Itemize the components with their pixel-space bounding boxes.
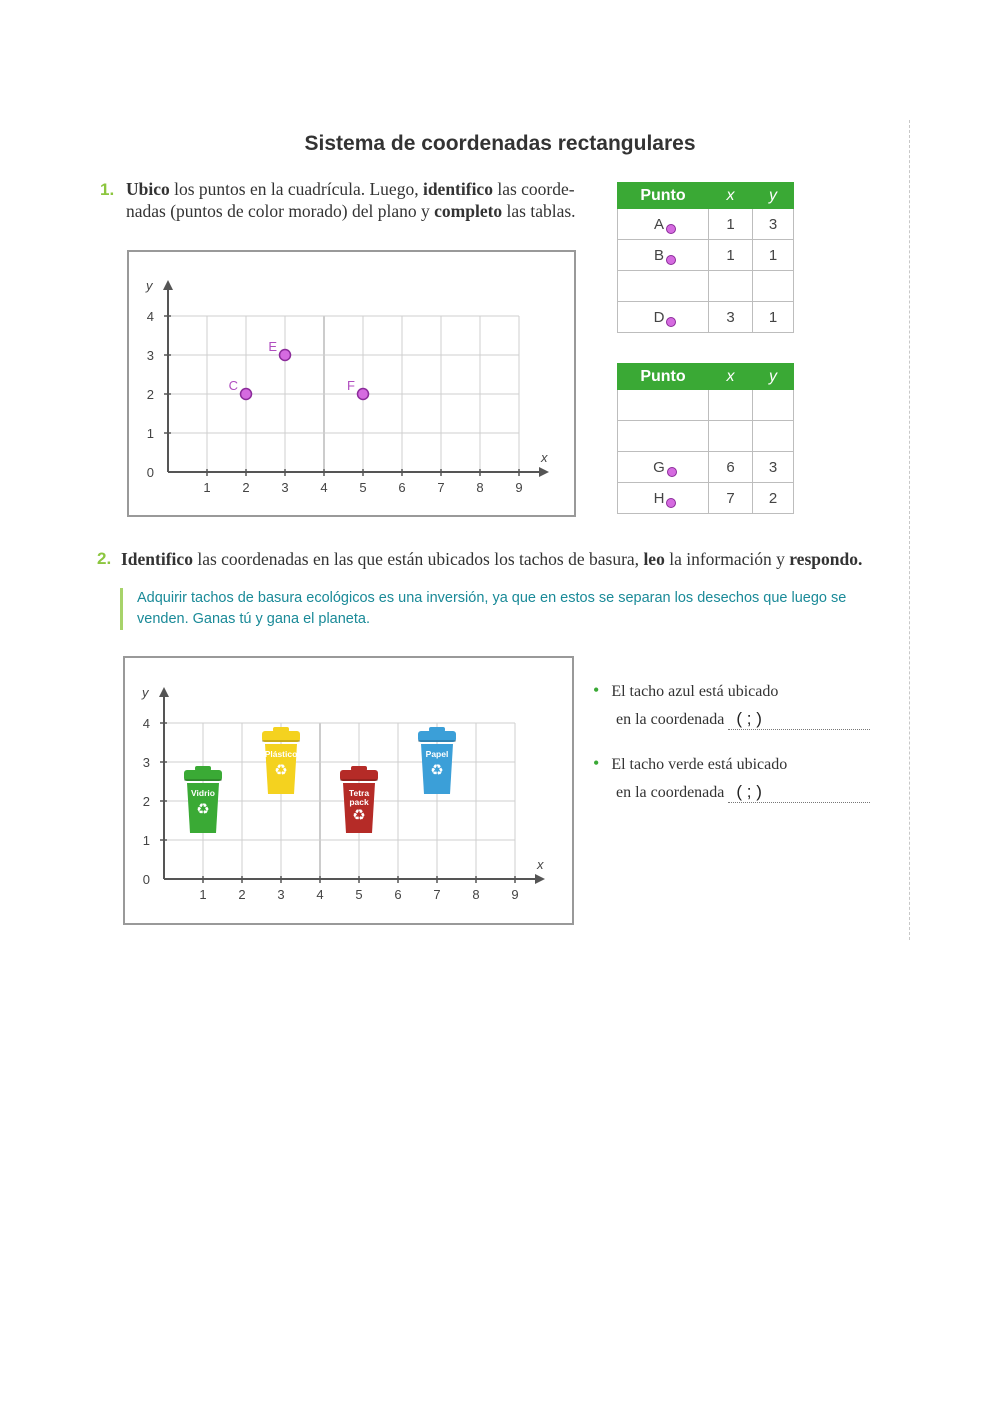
point-label: B <box>653 246 664 264</box>
exercise-1-number: 1. <box>100 180 115 199</box>
y-tick-label: 2 <box>146 387 154 402</box>
x-tick-label: 7 <box>433 887 441 902</box>
y-axis-arrow-icon <box>159 687 169 697</box>
page-margin-guide <box>909 120 910 940</box>
table-header-x: x <box>709 364 753 390</box>
x-value-cell[interactable] <box>709 271 753 302</box>
y-tick-label: 3 <box>146 348 154 363</box>
chart-point <box>358 389 369 400</box>
x-tick-label: 2 <box>242 480 250 495</box>
point-answer-cell[interactable] <box>618 271 709 302</box>
x-tick-label: 3 <box>281 480 289 495</box>
points-table-1 <box>617 182 794 333</box>
point-label: D <box>653 308 665 326</box>
table-row <box>618 271 794 302</box>
bin-lid-shadow <box>184 779 222 781</box>
bin-lid-shadow <box>340 779 378 781</box>
x-tick-label: 1 <box>199 887 207 902</box>
question-text: en la coordenada <box>616 784 725 801</box>
purple-point-icon <box>666 498 676 508</box>
purple-point-icon <box>666 224 676 234</box>
table-row <box>618 421 794 452</box>
exercise-2-number: 2. <box>97 549 112 568</box>
x-value-cell[interactable]: 7 <box>709 483 753 514</box>
x-tick-label: 8 <box>476 480 484 495</box>
table-header-x: x <box>709 183 753 209</box>
bullet-icon: • <box>593 680 600 700</box>
chart-2-svg <box>125 658 572 923</box>
question-text: El tacho verde está ubicado <box>611 756 788 773</box>
y-axis-label: y <box>146 278 153 293</box>
point-label: G <box>653 458 665 476</box>
point-label: A <box>653 215 664 233</box>
table-header-y: y <box>753 364 794 390</box>
y-value-cell[interactable]: 2 <box>753 483 794 514</box>
points-table-2 <box>617 363 794 514</box>
y-tick-label: 4 <box>142 716 150 731</box>
bin-lid-shadow <box>262 740 300 742</box>
table-header-point: Punto <box>618 364 709 390</box>
x-tick-label: 9 <box>511 887 519 902</box>
y-value-cell[interactable] <box>753 390 794 421</box>
recycle-icon: ♻ <box>430 762 444 779</box>
bin-label: pack <box>349 797 369 807</box>
x-tick-label: 1 <box>203 480 211 495</box>
x-axis-label: x <box>537 857 544 872</box>
y-tick-label: 3 <box>142 755 150 770</box>
y-tick-label: 1 <box>142 833 150 848</box>
point-answer-cell[interactable] <box>618 390 709 421</box>
origin-label: 0 <box>142 872 150 887</box>
x-tick-label: 9 <box>515 480 523 495</box>
answer-blank-blue[interactable]: ( ; ) <box>728 709 870 730</box>
y-tick-label: 1 <box>146 426 154 441</box>
x-axis-label: x <box>541 450 548 465</box>
bin-label: Tetra <box>348 788 370 798</box>
y-value-cell[interactable]: 3 <box>753 209 794 240</box>
y-value-cell[interactable]: 1 <box>753 302 794 333</box>
x-tick-label: 3 <box>277 887 285 902</box>
x-value-cell[interactable]: 1 <box>709 209 753 240</box>
bin-lid-shadow <box>418 740 456 742</box>
purple-point-icon <box>667 467 677 477</box>
x-value-cell[interactable]: 3 <box>709 302 753 333</box>
exercise-2-instructions: Identifico las coordenadas en las que están ubicados los tachos de basura, leo la información y respondo. <box>121 549 863 569</box>
chart-1-svg <box>129 252 574 515</box>
bullet-icon: • <box>593 753 600 773</box>
x-tick-label: 6 <box>398 480 406 495</box>
table-row <box>618 240 794 271</box>
answer-blank-green[interactable]: ( ; ) <box>728 782 870 803</box>
x-value-cell[interactable]: 6 <box>709 452 753 483</box>
chart-point-label: C <box>228 378 238 393</box>
coordinate-plane-bins <box>123 656 574 925</box>
table-row <box>618 209 794 240</box>
x-axis-arrow-icon <box>535 874 545 884</box>
chart-point-label: E <box>268 339 277 354</box>
question-text: en la coordenada <box>616 711 725 728</box>
table-row <box>618 483 794 514</box>
recycle-icon: ♻ <box>352 807 366 824</box>
x-tick-label: 4 <box>320 480 328 495</box>
recycle-icon: ♻ <box>196 801 210 818</box>
x-value-cell[interactable]: 1 <box>709 240 753 271</box>
y-value-cell[interactable] <box>753 421 794 452</box>
x-tick-label: 6 <box>394 887 402 902</box>
y-axis-arrow-icon <box>163 280 173 290</box>
point-label: H <box>653 489 665 507</box>
x-value-cell[interactable] <box>709 390 753 421</box>
origin-label: 0 <box>146 465 154 480</box>
question-text: El tacho azul está ubicado <box>611 683 779 700</box>
chart-point <box>280 350 291 361</box>
y-value-cell[interactable]: 1 <box>753 240 794 271</box>
page-title: Sistema de coordenadas rectangulares <box>304 132 696 155</box>
table-header-point: Punto <box>618 183 709 209</box>
x-axis-arrow-icon <box>539 467 549 477</box>
y-value-cell[interactable] <box>753 271 794 302</box>
x-tick-label: 2 <box>238 887 246 902</box>
purple-point-icon <box>666 255 676 265</box>
chart-point-label: F <box>347 378 355 393</box>
point-answer-cell[interactable] <box>618 421 709 452</box>
chart-point <box>241 389 252 400</box>
bin-label: Papel <box>425 749 449 759</box>
question-green-bin <box>593 753 883 803</box>
x-tick-label: 7 <box>437 480 445 495</box>
table-row <box>618 390 794 421</box>
question-blue-bin <box>593 680 883 730</box>
table-row <box>618 452 794 483</box>
bin-label: Vidrio <box>191 788 215 798</box>
table-row <box>618 302 794 333</box>
x-tick-label: 4 <box>316 887 324 902</box>
table-header-y: y <box>753 183 794 209</box>
y-value-cell[interactable]: 3 <box>753 452 794 483</box>
bin-label: Plástico <box>264 749 298 759</box>
eco-note: Adquirir tachos de basura ecológicos es una inversión, ya que en estos se separan los desechos que luego se venden. Ganas tú y gana el planeta. <box>120 588 897 630</box>
purple-point-icon <box>666 317 676 327</box>
recycle-icon: ♻ <box>274 762 288 779</box>
coordinate-plane-points <box>127 250 576 517</box>
x-tick-label: 5 <box>359 480 367 495</box>
x-value-cell[interactable] <box>709 421 753 452</box>
y-tick-label: 2 <box>142 794 150 809</box>
x-tick-label: 5 <box>355 887 363 902</box>
exercise-1-instructions: Ubico los puntos en la cuadrícula. Luego, identifico las coorde- nadas (puntos de color morado) del plano y completo las tablas. <box>126 179 576 221</box>
y-axis-label: y <box>142 685 149 700</box>
y-tick-label: 4 <box>146 309 154 324</box>
x-tick-label: 8 <box>472 887 480 902</box>
